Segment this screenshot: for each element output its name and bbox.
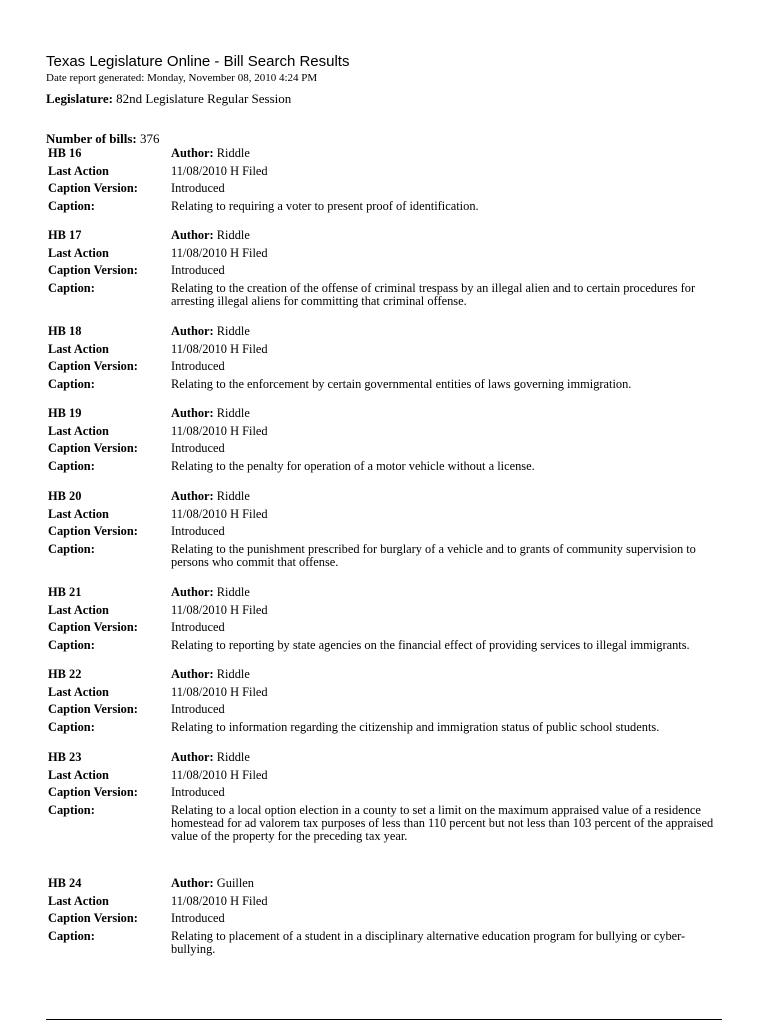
last-action-label: Last Action	[48, 893, 109, 908]
page-title: Texas Legislature Online - Bill Search Results	[46, 53, 350, 70]
caption-label: Caption:	[48, 720, 95, 735]
caption-version-label: Caption Version:	[48, 263, 138, 278]
author-label: Author:	[171, 750, 214, 764]
caption-value: Relating to requiring a voter to present proof of identification.	[171, 199, 479, 214]
bill-author	[171, 877, 720, 890]
legislature-value: 82nd Legislature Regular Session	[116, 91, 292, 106]
last-action-label: Last Action	[48, 602, 109, 617]
caption-row	[48, 639, 720, 652]
caption-label: Caption:	[48, 803, 95, 818]
caption-version-row	[48, 264, 720, 277]
last-action-row	[48, 247, 720, 260]
date-generated-label: Date report generated:	[46, 72, 145, 84]
bill-header-row	[48, 229, 720, 242]
bill-record	[48, 668, 720, 739]
caption-label: Caption:	[48, 199, 95, 214]
author-label: Author:	[171, 406, 214, 420]
last-action-label: Last Action	[48, 506, 109, 521]
last-action-value: 11/08/2010 H Filed	[171, 506, 268, 521]
caption-label: Caption:	[48, 638, 95, 653]
bill-count-label: Number of bills:	[46, 131, 137, 146]
caption-value: Relating to a local option election in a county to set a limit on the maximum appraised value of a residence homestead for ad valorem tax purposes of less than 110 percent but not less than 103 percent of the appraised value of the property for the preceding tax year.	[171, 803, 714, 844]
bill-count-line	[46, 131, 160, 147]
caption-version-label: Caption Version:	[48, 359, 138, 374]
last-action-row	[48, 604, 720, 617]
author-label: Author:	[171, 146, 214, 160]
last-action-value: 11/08/2010 H Filed	[171, 163, 268, 178]
caption-value: Relating to information regarding the citizenship and immigration status of public school students.	[171, 720, 660, 735]
caption-row	[48, 378, 720, 391]
caption-version-row	[48, 912, 720, 925]
bill-number: HB 16	[48, 146, 82, 160]
last-action-value: 11/08/2010 H Filed	[171, 341, 268, 356]
date-generated	[46, 72, 317, 84]
caption-row	[48, 200, 720, 213]
caption-version-label: Caption Version:	[48, 785, 138, 800]
caption-version-value: Introduced	[171, 702, 225, 717]
author-label: Author:	[171, 667, 214, 681]
bill-author	[171, 407, 720, 420]
caption-version-label: Caption Version:	[48, 702, 138, 717]
caption-version-label: Caption Version:	[48, 911, 138, 926]
author-value: Riddle	[216, 406, 250, 420]
author-value: Guillen	[216, 876, 254, 890]
caption-version-label: Caption Version:	[48, 441, 138, 456]
bill-record	[48, 229, 720, 313]
last-action-label: Last Action	[48, 767, 109, 782]
last-action-label: Last Action	[48, 684, 109, 699]
caption-version-row	[48, 360, 720, 373]
last-action-value: 11/08/2010 H Filed	[171, 893, 268, 908]
bill-record	[48, 586, 720, 657]
caption-version-row	[48, 525, 720, 538]
last-action-row	[48, 895, 720, 908]
last-action-label: Last Action	[48, 341, 109, 356]
caption-value: Relating to the penalty for operation of a motor vehicle without a license.	[171, 459, 535, 474]
caption-version-value: Introduced	[171, 263, 225, 278]
author-value: Riddle	[216, 489, 250, 503]
author-label: Author:	[171, 876, 214, 890]
caption-row	[48, 282, 720, 308]
bill-record	[48, 147, 720, 218]
last-action-value: 11/08/2010 H Filed	[171, 423, 268, 438]
caption-version-value: Introduced	[171, 181, 225, 196]
date-generated-value: Monday, November 08, 2010 4:24 PM	[147, 72, 318, 84]
caption-version-value: Introduced	[171, 359, 225, 374]
author-label: Author:	[171, 228, 214, 242]
caption-version-value: Introduced	[171, 911, 225, 926]
bill-header-row	[48, 751, 720, 764]
bill-number: HB 19	[48, 406, 82, 420]
last-action-row	[48, 425, 720, 438]
caption-version-row	[48, 621, 720, 634]
caption-value: Relating to placement of a student in a disciplinary alternative education program for bullying or cyber-bullying.	[171, 929, 686, 957]
last-action-row	[48, 343, 720, 356]
last-action-row	[48, 769, 720, 782]
bill-author	[171, 147, 720, 160]
footer-rule	[46, 1019, 722, 1020]
bill-record	[48, 325, 720, 396]
author-value: Riddle	[216, 667, 250, 681]
caption-label: Caption:	[48, 929, 95, 944]
bill-number: HB 24	[48, 876, 82, 890]
bill-author	[171, 229, 720, 242]
caption-value: Relating to the punishment prescribed for burglary of a vehicle and to grants of community supervision to persons who commit that offense.	[171, 542, 696, 570]
caption-value: Relating to the creation of the offense of criminal trespass by an illegal alien and to certain procedures for arresting illegal aliens for committing that criminal offense.	[171, 281, 696, 309]
author-value: Riddle	[216, 585, 250, 599]
last-action-label: Last Action	[48, 163, 109, 178]
last-action-row	[48, 508, 720, 521]
bill-record	[48, 751, 720, 848]
caption-row	[48, 721, 720, 734]
bill-record	[48, 407, 720, 478]
bill-record	[48, 490, 720, 574]
bill-author	[171, 490, 720, 503]
author-value: Riddle	[216, 324, 250, 338]
last-action-value: 11/08/2010 H Filed	[171, 602, 268, 617]
caption-version-label: Caption Version:	[48, 620, 138, 635]
last-action-value: 11/08/2010 H Filed	[171, 767, 268, 782]
author-value: Riddle	[216, 228, 250, 242]
author-label: Author:	[171, 324, 214, 338]
last-action-value: 11/08/2010 H Filed	[171, 245, 268, 260]
legislature-line	[46, 91, 291, 107]
last-action-value: 11/08/2010 H Filed	[171, 684, 268, 699]
caption-version-row	[48, 786, 720, 799]
bill-number: HB 17	[48, 228, 82, 242]
bill-author	[171, 325, 720, 338]
bill-record	[48, 877, 720, 961]
caption-label: Caption:	[48, 459, 95, 474]
last-action-label: Last Action	[48, 423, 109, 438]
caption-version-value: Introduced	[171, 785, 225, 800]
bill-number: HB 20	[48, 489, 82, 503]
bill-header-row	[48, 586, 720, 599]
caption-label: Caption:	[48, 377, 95, 392]
bill-header-row	[48, 490, 720, 503]
caption-row	[48, 460, 720, 473]
last-action-label: Last Action	[48, 245, 109, 260]
caption-version-label: Caption Version:	[48, 181, 138, 196]
caption-version-row	[48, 703, 720, 716]
bill-header-row	[48, 407, 720, 420]
bill-header-row	[48, 668, 720, 681]
bill-number: HB 23	[48, 750, 82, 764]
legislature-label: Legislature:	[46, 91, 113, 106]
bill-count-value: 376	[140, 131, 160, 146]
bill-author	[171, 668, 720, 681]
caption-version-row	[48, 182, 720, 195]
bill-header-row	[48, 877, 720, 890]
author-label: Author:	[171, 489, 214, 503]
caption-version-value: Introduced	[171, 524, 225, 539]
bill-author	[171, 586, 720, 599]
caption-row	[48, 804, 720, 843]
caption-version-value: Introduced	[171, 441, 225, 456]
bill-number: HB 22	[48, 667, 82, 681]
bill-header-row	[48, 325, 720, 338]
bill-number: HB 18	[48, 324, 82, 338]
bill-author	[171, 751, 720, 764]
bill-header-row	[48, 147, 720, 160]
caption-version-value: Introduced	[171, 620, 225, 635]
author-value: Riddle	[216, 750, 250, 764]
caption-row	[48, 543, 720, 569]
caption-version-row	[48, 442, 720, 455]
caption-version-label: Caption Version:	[48, 524, 138, 539]
last-action-row	[48, 686, 720, 699]
last-action-row	[48, 165, 720, 178]
caption-label: Caption:	[48, 281, 95, 296]
bill-number: HB 21	[48, 585, 82, 599]
caption-value: Relating to reporting by state agencies on the financial effect of providing services to illegal immigrants.	[171, 638, 690, 653]
author-value: Riddle	[216, 146, 250, 160]
caption-row	[48, 930, 720, 956]
caption-label: Caption:	[48, 542, 95, 557]
caption-value: Relating to the enforcement by certain governmental entities of laws governing immigration.	[171, 377, 632, 392]
author-label: Author:	[171, 585, 214, 599]
